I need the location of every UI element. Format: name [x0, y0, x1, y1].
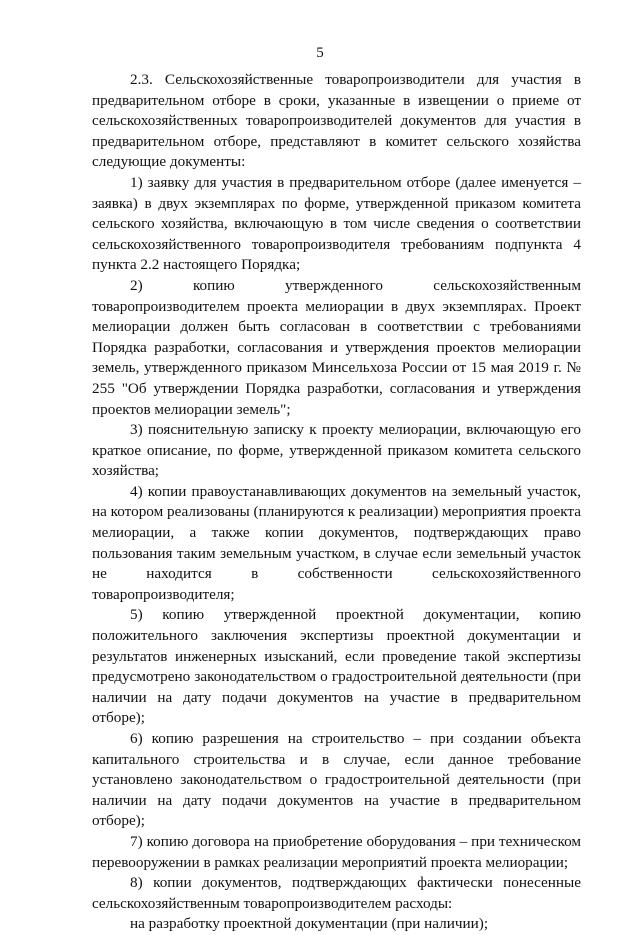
- document-body: [92, 70, 581, 935]
- page-number: 5: [316, 45, 324, 61]
- paragraph-subitem: на разработку проектной документации (при наличии);: [130, 915, 489, 933]
- paragraph-item-5: 5) копию утвержденной проектной документации, копию положительного заключения экспертизы проектной документации и результатов инженерных изысканий, если проведение такой экспертизы предусмотрено законодательством о градостроительной деятельности (при наличии на дату подачи документов на участие в предварительном отборе);: [92, 606, 581, 727]
- paragraph-item-2: 2) копию утвержденного сельскохозяйственным товаропроизводителем проекта мелиорации в двух экземплярах. Проект мелиорации должен быть согласован в соответствии с требованиями Порядка разработки, согласования и утверждения проектов мелиорации земель, утвержденного приказом Минсельхоза России от 15 мая 2019 г. № 255 "Об утверждении Порядка разработки, согласования и утверждения проектов мелиорации земель";: [92, 276, 581, 418]
- paragraph-item-3: 3) пояснительную записку к проекту мелиорации, включающую его краткое описание, по форме, утвержденной приказом комитета сельского хозяйства;: [92, 421, 581, 480]
- paragraph-item-1: 1) заявку для участия в предварительном отборе (далее именуется – заявка) в двух экземплярах по форме, утвержденной приказом комитета сельского хозяйства, включающую в том числе сведения о соответствии сельскохозяйственного товаропроизводителя требованиям подпункта 4 пункта 2.2 настоящего Порядка;: [92, 173, 581, 274]
- paragraph-item-7: 7) копию договора на приобретение оборудования – при техническом перевооружении в рамках реализации мероприятий проекта мелиорации;: [92, 832, 581, 871]
- paragraph-item-6: 6) копию разрешения на строительство – при создании объекта капитального строительства и в случае, если данное требование установлено законодательством о градостроительной деятельности (при наличии на дату подачи документов на участие в предварительном отборе);: [92, 730, 581, 830]
- paragraph-2-3: 2.3. Сельскохозяйственные товаропроизводители для участия в предварительном отборе в сроки, указанные в извещении о приеме от сельскохозяйственных товаропроизводителей документов для участия в предварительном отборе, представляют в комитет сельского хозяйства следующие документы:: [92, 71, 581, 171]
- paragraph-item-4: 4) копии правоустанавливающих документов на земельный участок, на котором реализованы (планируются к реализации) мероприятия проекта мелиорации, а также копии документов, подтверждающих право пользования таким земельным участком, в случае если земельный участок не находится в собственности сельскохозяйственного товаропроизводителя;: [92, 482, 581, 603]
- paragraph-item-8: 8) копии документов, подтверждающих фактически понесенные сельскохозяйственным товаропроизводителем расходы:: [92, 874, 581, 912]
